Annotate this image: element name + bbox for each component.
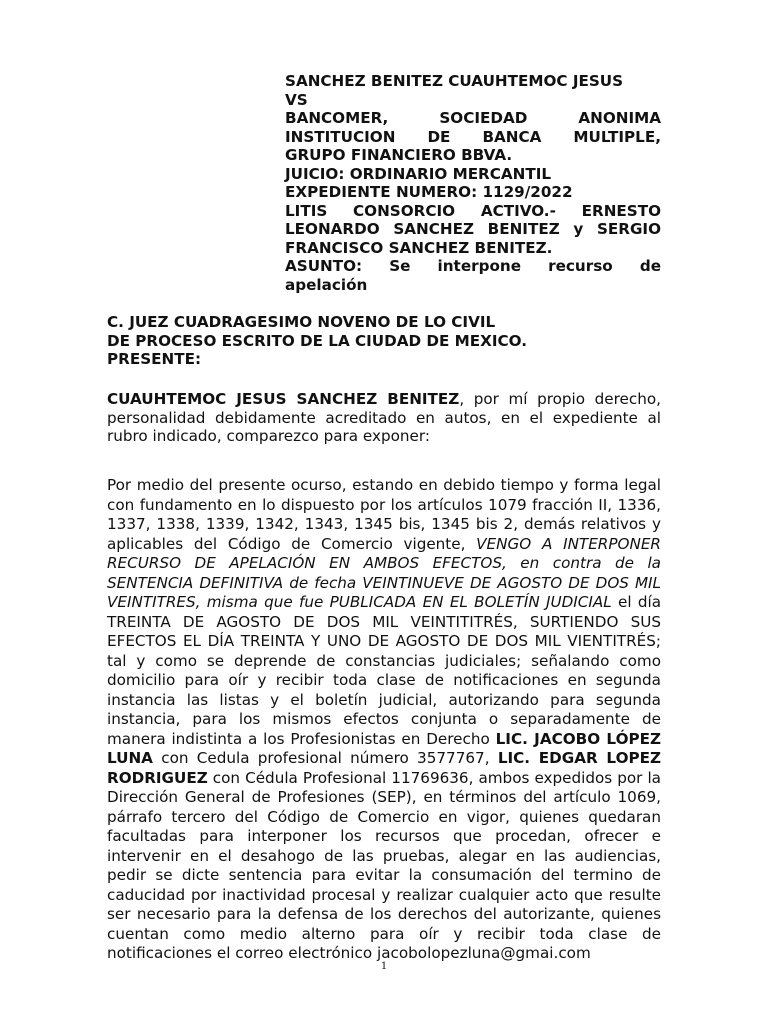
body-paragraph [107, 476, 661, 964]
lawyer-name-2: LIC. EDGAR LOPEZ RODRIGUEZ [107, 749, 661, 787]
lawyer-name-1: LIC. JACOBO LÓPEZ LUNA [107, 729, 661, 767]
page-number: 1 [380, 961, 388, 972]
header-line-litis-2: LEONARDO SANCHEZ BENITEZ y SERGIO [285, 220, 661, 238]
header-line-subject-end: apelación [285, 275, 368, 294]
court-address [107, 313, 667, 369]
header-line-defendant: BANCOMER, SOCIEDAD ANONIMA [285, 109, 661, 127]
body-text-3: con Cedula profesional número 3577767, [152, 749, 498, 767]
intro-text: , por mí propio derecho, personalidad debidamente acreditado en autos, en el expediente al rubro indicado, comparezco para exponer: [107, 390, 661, 445]
header-line-file-number: EXPEDIENTE NUMERO: 1129/2022 [285, 183, 573, 201]
header-line-institution: INSTITUCION DE BANCA MULTIPLE, [285, 127, 661, 146]
header-line-group: GRUPO FINANCIERO BBVA. [285, 146, 513, 164]
body-text-4: con Cédula Profesional 11769636, ambos expedidos por la Dirección General de Profesiones (SEP), en términos del artículo 1069, párrafo tercero del Código de Comercio en vigor, quienes quedaran facultadas para interponer los recursos que procedan, ofrecer e intervenir en el desahogo de las pruebas, alegar en las audiencias, pedir se dicte sentencia para evitar la consumación del termino de caducidad por inactividad procesal y realizar cualquier acto que resulte ser necesario para la defensa de los derechos del autorizante, quienes cuentan como medio alterno para oír y recibir toda clase de notificaciones el correo electrónico jacobolopezluna@gmai.com [107, 768, 661, 962]
court-line-1: C. JUEZ CUADRAGESIMO NOVENO DE LO CIVIL [107, 313, 496, 331]
header-line-litis-3: FRANCISCO SANCHEZ BENITEZ. [285, 238, 553, 257]
body-text-2: el día TREINTA DE AGOSTO DE DOS MIL VEINTITITRÉS, SURTIENDO SUS EFECTOS EL DÍA TREINTA Y UNO DE AGOSTO DE DOS MIL VIENTITRÉS; tal y como se deprende de constancias judiciales; señalando como domicilio para oír y recibir toda clase de notificaciones en segunda instancia las listas y el boletín judicial, autorizando para segunda instancia, para los mismos efectos conjunta o separadamente de manera indistinta a los Profesionistas en Derecho [107, 593, 662, 748]
intro-paragraph [107, 390, 661, 446]
header-line-parties: SANCHEZ BENITEZ CUAUHTEMOC JESUS [285, 72, 624, 90]
body-text-1: Por medio del presente ocurso, estando en debido tiempo y forma legal con fundamento en lo dispuesto por los artículos 1079 fracción II, 1336, 1337, 1338, 1339, 1342, 1343, 1345 bis, 1345 bis 2, demás relativos y aplicables del Código de Comercio vigente, [107, 476, 661, 553]
petitioner-name: CUAUHTEMOC JESUS SANCHEZ BENITEZ [107, 390, 460, 408]
case-header [285, 72, 661, 294]
header-line-litis-1: LITIS CONSORCIO ACTIVO.- ERNESTO [285, 201, 661, 220]
appeal-statement: VENGO A INTERPONER RECURSO DE APELACIÓN EN AMBOS EFECTOS, en contra de la SENTENCIA DEFINITIVA de fecha VEINTINUEVE DE AGOSTO DE DOS MIL VEINTITRES, misma que fue PUBLICADA EN EL BOLETÍN JUDICIAL [107, 534, 661, 611]
header-line-trial: JUICIO: ORDINARIO MERCANTIL [285, 164, 552, 183]
header-line-subject: ASUNTO: Se interpone recurso de [285, 257, 661, 275]
header-line-vs: VS [285, 90, 308, 109]
court-line-3: PRESENTE: [107, 350, 202, 368]
court-line-2: DE PROCESO ESCRITO DE LA CIUDAD DE MEXICO. [107, 331, 528, 350]
